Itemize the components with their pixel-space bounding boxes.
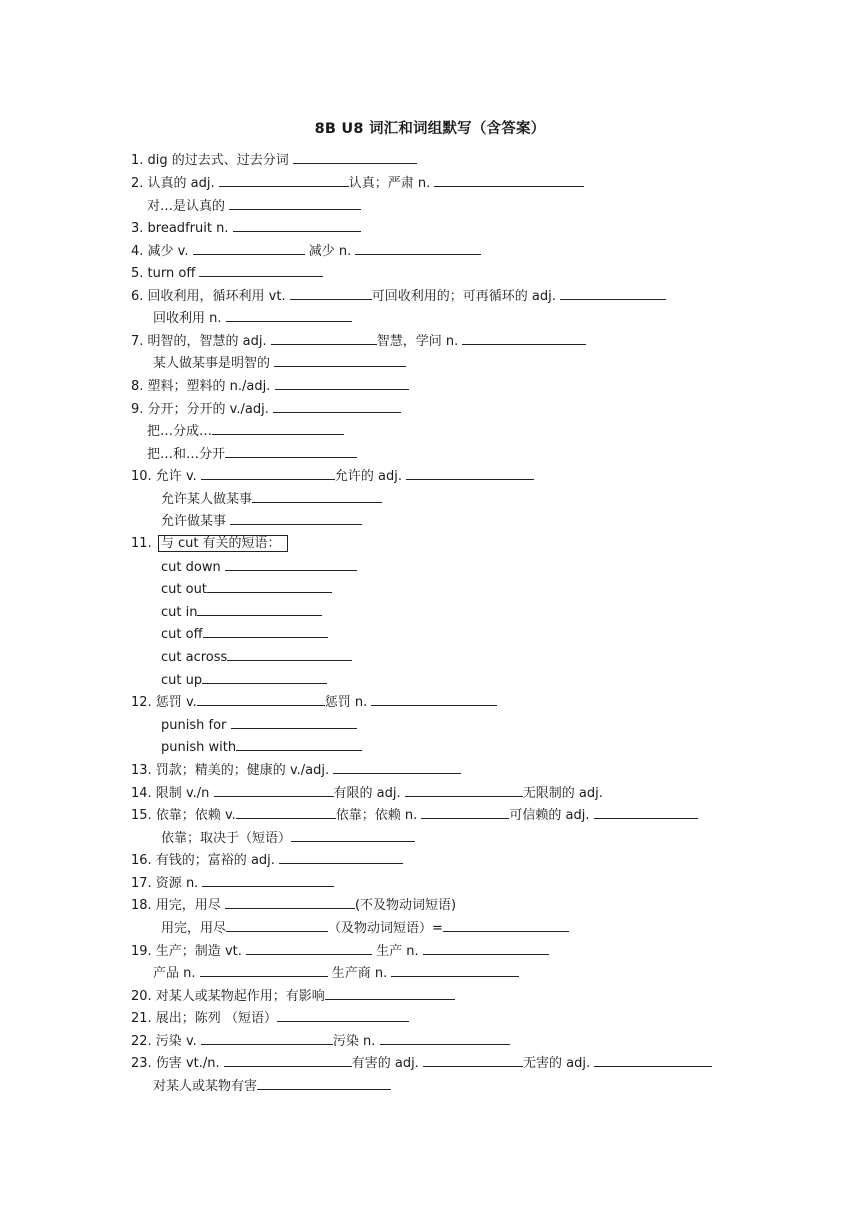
item-21 <box>131 1009 409 1027</box>
answer-blank[interactable] <box>274 354 406 367</box>
answer-blank[interactable] <box>214 784 334 797</box>
item-text: 11. <box>131 536 156 551</box>
item-text: punish with <box>161 740 237 755</box>
item-3 <box>131 219 361 237</box>
item-23-sub <box>153 1077 391 1095</box>
answer-blank[interactable] <box>277 1009 409 1022</box>
item-text: cut down <box>161 560 225 575</box>
item-2-sub <box>147 197 361 215</box>
item-text: 2. 认真的 adj. <box>131 176 219 191</box>
answer-blank[interactable] <box>252 490 382 503</box>
item-11-cut-in <box>161 603 322 621</box>
item-text: 允许的 adj. <box>334 469 407 484</box>
item-text: 3. breadfruit n. <box>131 221 233 236</box>
item-15-sub <box>161 829 415 847</box>
item-14 <box>131 784 603 802</box>
item-18 <box>131 896 456 914</box>
item-text: 认真；严肃 n. <box>348 176 435 191</box>
answer-blank[interactable] <box>290 287 372 300</box>
answer-blank[interactable] <box>226 919 328 932</box>
item-1 <box>131 151 417 169</box>
item-19-sub <box>153 964 519 982</box>
item-text: cut up <box>161 673 203 688</box>
answer-blank[interactable] <box>434 174 584 187</box>
item-19 <box>131 942 549 960</box>
item-text: 用完，用尽 <box>161 921 227 936</box>
answer-blank[interactable] <box>199 264 323 277</box>
answer-blank[interactable] <box>291 829 415 842</box>
item-11-cut-across <box>161 648 352 666</box>
item-text: 20. 对某人或某物起作用；有影响 <box>131 989 325 1004</box>
answer-blank[interactable] <box>202 671 327 684</box>
item-11-cut-out <box>161 580 332 598</box>
item-text: 减少 n. <box>304 244 356 259</box>
item-text: 6. 回收利用，循环利用 vt. <box>131 289 290 304</box>
item-18-sub <box>161 919 569 937</box>
item-17 <box>131 874 334 892</box>
item-8 <box>131 377 409 395</box>
item-text: 12. 惩罚 v. <box>131 695 197 710</box>
item-text: cut off <box>161 627 203 642</box>
item-text: 有害的 adj. <box>351 1056 423 1071</box>
answer-blank[interactable] <box>423 942 549 955</box>
item-text: 对某人或某物有害 <box>153 1079 258 1094</box>
item-text: 13. 罚款；精美的；健康的 v./adj. <box>131 763 334 778</box>
boxed-heading: 与 cut 有关的短语： <box>158 535 288 552</box>
answer-blank[interactable] <box>257 1077 391 1090</box>
answer-blank[interactable] <box>224 1054 352 1067</box>
answer-blank[interactable] <box>193 242 305 255</box>
answer-blank[interactable] <box>212 422 344 435</box>
answer-blank[interactable] <box>197 603 322 616</box>
item-text: 把…分成… <box>147 424 213 439</box>
answer-blank[interactable] <box>197 693 325 706</box>
answer-blank[interactable] <box>246 942 372 955</box>
answer-blank[interactable] <box>443 919 569 932</box>
answer-blank[interactable] <box>203 625 328 638</box>
item-text: 23. 伤害 vt./n. <box>131 1056 224 1071</box>
item-text: 生产 n. <box>372 944 423 959</box>
item-text: 22. 污染 v. <box>131 1034 201 1049</box>
answer-blank[interactable] <box>236 806 336 819</box>
item-text: 19. 生产；制造 vt. <box>131 944 246 959</box>
answer-blank[interactable] <box>421 806 509 819</box>
answer-blank[interactable] <box>201 1032 333 1045</box>
item-7-sub <box>153 354 406 372</box>
answer-blank[interactable] <box>594 1054 712 1067</box>
item-text: 16. 有钱的；富裕的 adj. <box>131 853 280 868</box>
item-text: 产品 n. <box>153 966 200 981</box>
answer-blank[interactable] <box>594 806 698 819</box>
item-text: 18. 用完，用尽 <box>131 898 225 913</box>
answer-blank[interactable] <box>325 987 455 1000</box>
item-11-cut-up <box>161 671 327 689</box>
answer-blank[interactable] <box>236 738 362 751</box>
item-text: 17. 资源 n. <box>131 876 203 891</box>
answer-blank[interactable] <box>229 197 361 210</box>
item-20 <box>131 987 455 1005</box>
item-text: 8. 塑料；塑料的 n./adj. <box>131 379 275 394</box>
item-text: 允许某人做某事 <box>161 492 253 507</box>
answer-blank[interactable] <box>293 151 417 164</box>
item-text: 10. 允许 v. <box>131 469 201 484</box>
item-5 <box>131 264 323 282</box>
item-23 <box>131 1054 712 1072</box>
item-text: 把…和…分开 <box>147 447 226 462</box>
item-text: 14. 限制 v./n <box>131 786 214 801</box>
item-text: 9. 分开；分开的 v./adj. <box>131 402 273 417</box>
answer-blank[interactable] <box>200 964 328 977</box>
item-7 <box>131 332 586 350</box>
answer-blank[interactable] <box>462 332 586 345</box>
item-text: cut out <box>161 582 207 597</box>
item-text: （及物动词短语）= <box>328 921 443 936</box>
answer-blank[interactable] <box>423 1054 523 1067</box>
item-text: 4. 减少 v. <box>131 244 193 259</box>
item-9 <box>131 400 401 418</box>
item-11-cut-down <box>161 558 357 576</box>
answer-blank[interactable] <box>275 377 409 390</box>
item-text: 1. dig 的过去式、过去分词 <box>131 153 289 168</box>
item-text: 污染 n. <box>332 1034 380 1049</box>
item-text: 生产商 n. <box>327 966 392 981</box>
item-text: 惩罚 n. <box>324 695 372 710</box>
answer-blank[interactable] <box>207 580 332 593</box>
item-22 <box>131 1032 510 1050</box>
item-9-sub-b <box>147 445 357 463</box>
answer-blank[interactable] <box>227 648 352 661</box>
item-text: punish for <box>161 718 231 733</box>
item-text: cut in <box>161 605 198 620</box>
answer-blank[interactable] <box>219 174 349 187</box>
answer-blank[interactable] <box>226 309 352 322</box>
answer-blank[interactable] <box>333 761 461 774</box>
page-title: 8B U8 词汇和词组默写（含答案） <box>314 121 546 137</box>
item-6 <box>131 287 666 305</box>
answer-blank[interactable] <box>201 467 335 480</box>
item-text: 对…是认真的 <box>147 199 230 214</box>
item-text: 无害的 adj. <box>522 1056 595 1071</box>
item-text: 某人做某事是明智的 <box>153 356 275 371</box>
item-text: 依靠；依赖 n. <box>335 808 422 823</box>
item-text: 无限制的 adj. <box>522 786 603 801</box>
item-12-sub-b <box>161 738 362 756</box>
answer-blank[interactable] <box>273 400 401 413</box>
item-text: 回收利用 n. <box>153 311 226 326</box>
item-9-sub-a <box>147 422 344 440</box>
answer-blank[interactable] <box>279 851 403 864</box>
answer-blank[interactable] <box>225 445 357 458</box>
item-text: 5. turn off <box>131 266 200 281</box>
answer-blank[interactable] <box>225 558 357 571</box>
item-11 <box>131 535 288 552</box>
item-12-sub-a <box>161 716 357 734</box>
item-12 <box>131 693 497 711</box>
item-text: 智慧，学问 n. <box>376 334 463 349</box>
item-11-cut-off <box>161 625 328 643</box>
answer-blank[interactable] <box>560 287 666 300</box>
item-text: cut across <box>161 650 228 665</box>
answer-blank[interactable] <box>355 242 481 255</box>
item-text: 允许做某事 <box>161 514 231 529</box>
item-13 <box>131 761 461 779</box>
item-text: 可信赖的 adj. <box>509 808 594 823</box>
answer-blank[interactable] <box>225 896 355 909</box>
item-6-sub <box>153 309 352 327</box>
item-text: (不及物动词短语) <box>354 898 457 913</box>
item-10-sub-a <box>161 490 382 508</box>
item-10-sub-b <box>161 512 362 530</box>
item-4 <box>131 242 481 260</box>
answer-blank[interactable] <box>233 219 361 232</box>
item-text: 21. 展出；陈列 （短语） <box>131 1011 277 1026</box>
answer-blank[interactable] <box>271 332 377 345</box>
item-16 <box>131 851 403 869</box>
item-15 <box>131 806 698 824</box>
item-text: 7. 明智的，智慧的 adj. <box>131 334 271 349</box>
item-text: 依靠；取决于（短语） <box>161 831 292 846</box>
item-2 <box>131 174 584 192</box>
answer-blank[interactable] <box>231 716 357 729</box>
answer-blank[interactable] <box>230 512 362 525</box>
answer-blank[interactable] <box>371 693 497 706</box>
item-text: 可回收利用的；可再循环的 adj. <box>371 289 560 304</box>
item-text: 15. 依靠；依赖 v. <box>131 808 236 823</box>
answer-blank[interactable] <box>391 964 519 977</box>
answer-blank[interactable] <box>380 1032 510 1045</box>
answer-blank[interactable] <box>202 874 334 887</box>
answer-blank[interactable] <box>405 784 523 797</box>
item-10 <box>131 467 534 485</box>
answer-blank[interactable] <box>406 467 534 480</box>
item-text: 有限的 adj. <box>333 786 405 801</box>
